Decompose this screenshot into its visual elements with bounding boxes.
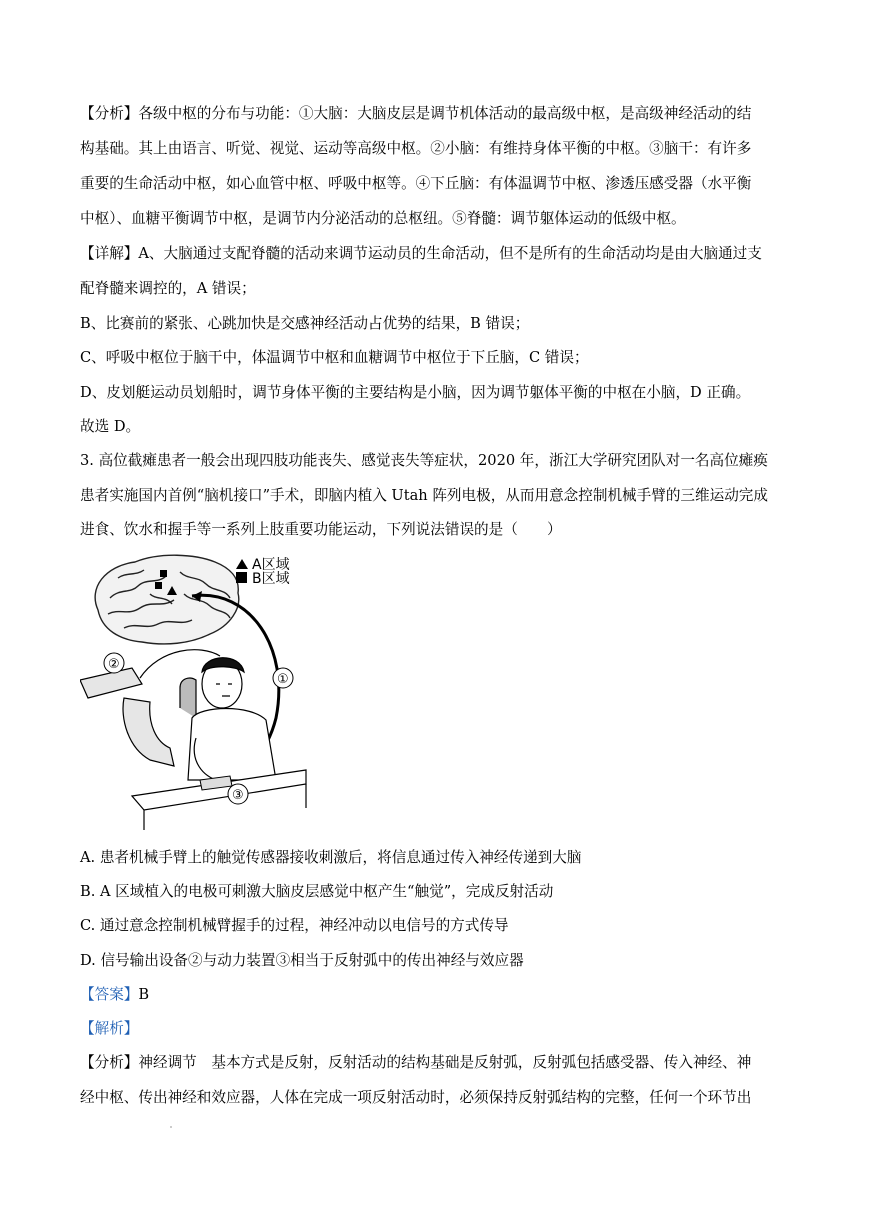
patient-illustration — [180, 658, 276, 780]
option-d: D. 信号输出设备②与动力装置③相当于反射弧中的传出神经与效应器 — [80, 952, 524, 969]
detail-conclusion: 故选 D。 — [80, 418, 141, 435]
robotic-arm-lower — [123, 698, 174, 766]
option-b: B. A 区域植入的电极可刺激大脑皮层感觉中枢产生“触觉”，完成反射活动 — [80, 883, 554, 900]
analysis2-line-2: 经中枢、传出神经和效应器，人体在完成一项反射活动时，必须保持反射弧结构的完整，任何一个环节出 — [80, 1089, 752, 1106]
brain-machine-interface-figure — [80, 548, 310, 830]
analysis-tag: 【分析】 — [80, 105, 139, 122]
analysis-line-2: 构基础。其上由语言、听觉、视觉、运动等高级中枢。②小脑：有维持身体平衡的中枢。③脑干：有许多 — [80, 140, 752, 157]
explanation-tag: 【解析】 — [80, 1020, 139, 1037]
analysis2-text: 神经调节 基本方式是反射，反射活动的结构基础是反射弧，反射弧包括感受器、传入神经、神 — [138, 1054, 752, 1071]
detail-option-c: C、呼吸中枢位于脑干中，体温调节中枢和血糖调节中枢位于下丘脑，C 错误； — [80, 349, 589, 366]
analysis2-line-1 — [80, 1053, 751, 1073]
b-region-legend-icon — [236, 572, 247, 583]
analysis-line-1 — [80, 104, 751, 124]
question-line-3: 进食、饮水和握手等一系列上肢重要功能运动，下列说法错误的是（ ） — [80, 521, 562, 538]
scan-dot — [170, 1126, 172, 1128]
analysis2-tag: 【分析】 — [80, 1054, 139, 1071]
analysis-line-4: 中枢）、血糖平衡调节中枢，是调节内分泌活动的总枢纽。⑤脊髓：调节躯体运动的低级中枢。 — [80, 210, 686, 227]
detail-option-b: B、比赛前的紧张、心跳加快是交感神经活动占优势的结果，B 错误； — [80, 315, 530, 332]
question-line-2: 患者实施国内首例“脑机接口”手术，即脑内植入 Utah 阵列电极，从而用意念控制机械手臂的三维运动完成 — [80, 487, 768, 504]
detail-text: A、大脑通过支配脊髓的活动来调节运动员的生命活动，但不是所有的生命活动均是由大脑通过支 — [138, 245, 762, 262]
answer-value: B — [138, 986, 150, 1003]
b-region-marker — [160, 570, 167, 577]
answer-line — [80, 985, 149, 1005]
label-3: ③ — [232, 788, 244, 803]
brain-illustration — [95, 555, 239, 644]
option-a: A. 患者机械手臂上的触觉传感器接收刺激后，将信息通过传入神经传递到大脑 — [80, 849, 582, 866]
answer-tag: 【答案】 — [80, 986, 139, 1003]
label-1: ① — [277, 672, 289, 687]
b-region-marker-2 — [155, 582, 162, 589]
detail-line-1 — [80, 244, 762, 264]
analysis-line-3: 重要的生命活动中枢，如心血管中枢、呼吸中枢等。④下丘脑：有体温调节中枢、渗透压感受器（水平衡 — [80, 175, 752, 192]
analysis-text: 各级中枢的分布与功能：①大脑：大脑皮层是调节机体活动的最高级中枢，是高级神经活动的结 — [138, 105, 752, 122]
a-region-legend-label: A区域 — [252, 557, 290, 573]
option-c: C. 通过意念控制机械臂握手的过程，神经冲动以电信号的方式传导 — [80, 917, 509, 934]
detail-option-d: D、皮划艇运动员划船时，调节身体平衡的主要结构是小脑，因为调节躯体平衡的中枢在小脑，D 正确。 — [80, 384, 751, 401]
question-line-1: 3. 高位截瘫患者一般会出现四肢功能丧失、感觉丧失等症状，2020 年，浙江大学研究团队对一名高位瘫痪 — [80, 452, 768, 469]
a-region-legend-icon — [236, 559, 248, 569]
b-region-legend-label: B区域 — [252, 571, 290, 587]
label-2: ② — [108, 657, 120, 672]
detail-tag: 【详解】 — [80, 245, 139, 262]
detail-line-2: 配脊髓来调控的，A 错误； — [80, 280, 256, 297]
